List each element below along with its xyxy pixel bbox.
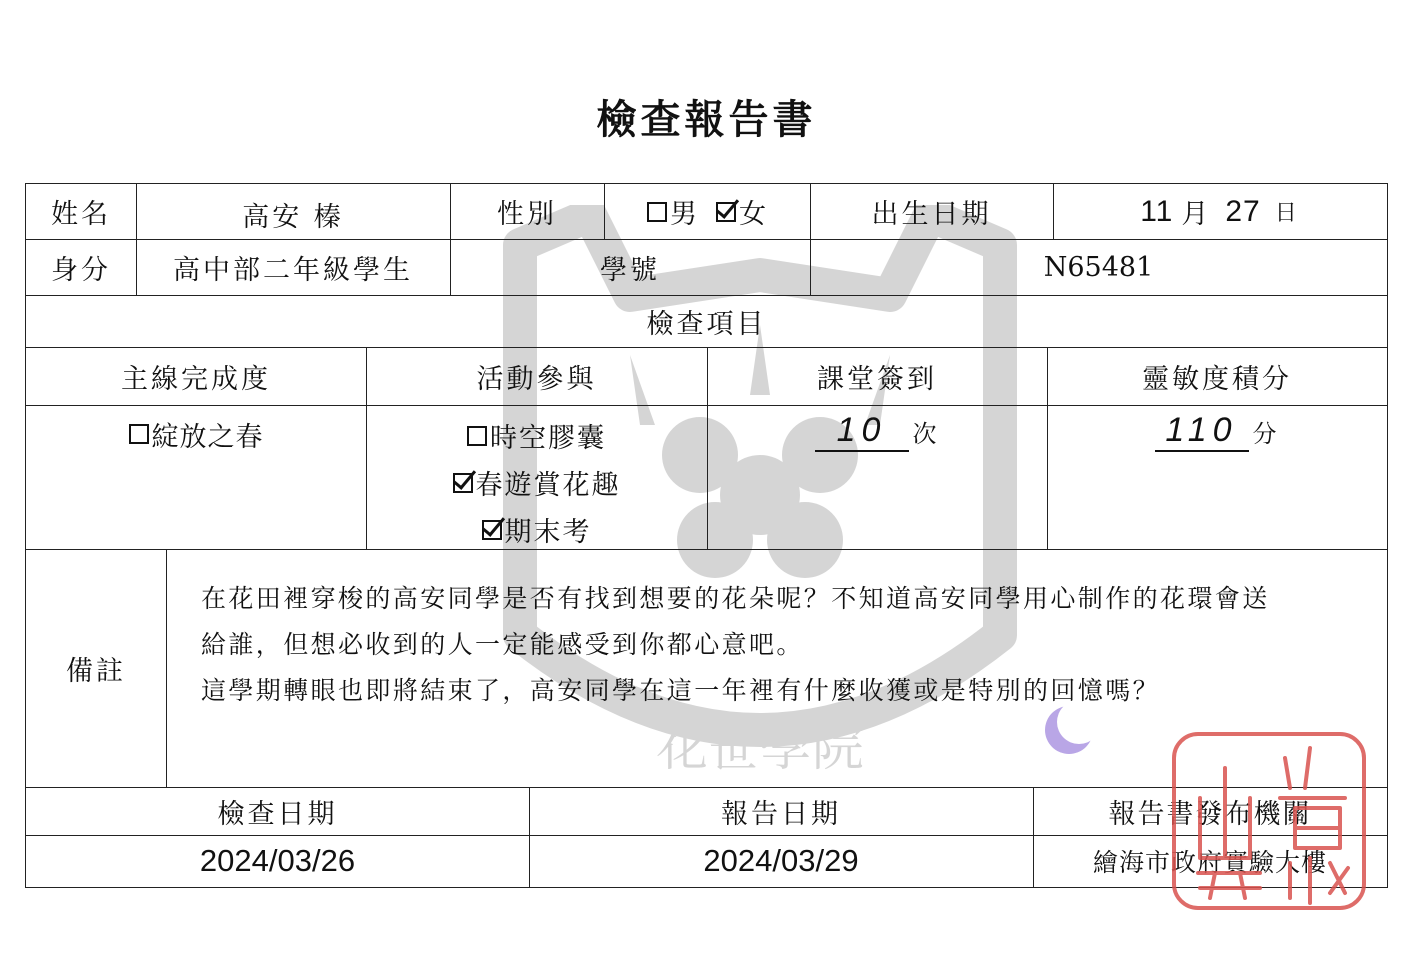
col-attendance: 課堂簽到 [817,363,937,395]
remarks-text [201,576,1381,714]
issuer-label: 報告書發布機關 [1108,798,1312,830]
issuer: 繪海市政府實驗大樓 [1092,848,1327,877]
student-id-value: N65481 [1043,251,1154,283]
identity-value: 高中部二年級學生 [173,254,413,286]
name-label: 姓名 [51,199,111,230]
gender-male-label: 男 [670,199,698,230]
attendance-value-group [707,406,1047,456]
activity-item [366,412,707,459]
col-score: 靈敏度積分 [1142,363,1292,395]
gender-female-checkbox[interactable] [716,202,736,222]
birth-day: 27 [1225,194,1261,228]
remarks-label: 備註 [66,655,126,687]
student-id-label: 學號 [600,254,660,286]
watermark-text: 花笹學院 [655,718,865,778]
remarks-line: 給誰，但想必收到的人一定能感受到你都心意吧。 [201,630,804,659]
activity-label: 期末考 [504,517,592,548]
gender-options [604,184,810,239]
gender-label: 性別 [497,199,557,230]
official-seal-stamp [1170,728,1370,914]
activity-label: 時空膠囊 [490,423,606,454]
activity-checkbox[interactable] [453,473,473,493]
crescent-moon-icon [1043,704,1095,756]
attendance-value: 10 [815,411,909,452]
score-value: 110 [1155,411,1249,452]
birth-month-unit: 月 [1181,199,1212,230]
activity-label: 春遊賞花趣 [475,470,621,501]
birth-label: 出生日期 [871,199,992,230]
page-title: 檢查報告書 [596,96,817,143]
attendance-unit: 次 [912,419,940,448]
col-main-quest: 主線完成度 [121,363,271,395]
report-date-label: 報告日期 [721,798,841,830]
birth-value [1053,184,1387,239]
activity-checkbox[interactable] [482,520,502,540]
activity-checkbox[interactable] [467,426,487,446]
main-quest-item [26,414,366,454]
main-quest-label: 綻放之春 [151,421,264,453]
report-date: 2024/03/29 [703,843,859,878]
name-value: 高安 榛 [242,202,344,233]
score-value-group [1047,406,1387,456]
inspection-header: 檢查項目 [646,308,767,340]
remarks-line: 這學期轉眼也即將結束了，高安同學在這一年裡有什麼收獲或是特別的回憶嗎？ [201,676,1161,705]
birth-month: 11 [1140,194,1174,228]
activity-item [366,506,707,553]
birth-day-unit: 日 [1274,201,1300,226]
score-unit: 分 [1252,419,1280,448]
identity-label: 身分 [51,254,111,286]
inspect-date: 2024/03/26 [199,843,356,878]
col-activities: 活動參與 [476,363,597,395]
gender-male-checkbox[interactable] [647,202,667,222]
activity-item [366,459,707,506]
gender-female-label: 女 [739,199,767,230]
inspect-date-label: 檢查日期 [217,798,338,830]
activities-list [366,412,707,553]
main-quest-checkbox[interactable] [129,424,149,444]
remarks-line: 在花田裡穿梭的高安同學是否有找到想要的花朵呢？不知道高安同學用心制作的花環會送 [201,584,1270,613]
